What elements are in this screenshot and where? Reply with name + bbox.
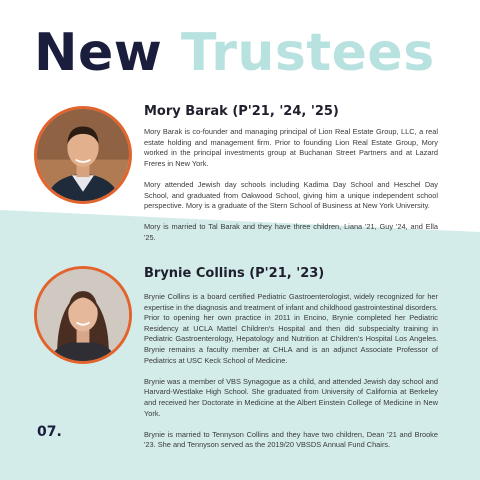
trustee-bio — [144, 127, 438, 254]
bio-paragraph: Brynie was a member of VBS Synagogue as a child, and attended Jewish day school and Harvard-Westlake High School. She graduated from University of California at Berkeley and received her Doctorate in Medicine at the Albert Einstein College of Medicine in New York. — [144, 376, 438, 418]
trustee-name: Brynie Collins (P'21, '23) — [144, 266, 325, 281]
trustee-photo-mory — [34, 106, 132, 204]
title-word-new: New — [34, 23, 163, 83]
trustee-photo-brynie — [34, 266, 132, 364]
bio-paragraph: Brynie Collins is a board certified Pediatric Gastroenterologist, widely recognized for her expertise in the diagnosis and treatment of infant and childhood gastrointestinal disorders. Prior to opening her own practice in 2011 in Encino, Brynie completed her Pediatric Residency at UCLA Mattel Children's Hospital and then did subspecialty training in Pediatric Gastroenterology, Hepatology and Nutrition at Children's Hospital Los Angeles. Brynie remains a faculty member at CHLA and is an adjunct Associate Professor of Pediatrics at USC Keck School of Medicine. — [144, 292, 438, 365]
portrait-woman-icon — [37, 269, 129, 361]
page-number: 07. — [37, 424, 62, 440]
trustee-name: Mory Barak (P'21, '24, '25) — [144, 104, 339, 119]
page-title — [34, 22, 435, 84]
title-word-trustees: Trustees — [180, 23, 435, 83]
trustee-bio — [144, 292, 438, 462]
bio-paragraph: Brynie is married to Tennyson Collins and they have two children, Dean '21 and Brooke '23. She and Tennyson served as the 2019/20 VBSDS Annual Fund Chairs. — [144, 429, 438, 450]
bio-paragraph: Mory is married to Tal Barak and they have three children, Liana '21, Guy '24, and Ella '25. — [144, 222, 438, 242]
bio-paragraph: Mory Barak is co-founder and managing principal of Lion Real Estate Group, LLC, a real estate holding and management firm. Prior to founding Lion Real Estate Group, Mory worked in the principal investments group at Buchanan Street Partners and at Lazard Freres in New York. — [144, 127, 438, 168]
portrait-man-icon — [37, 109, 129, 201]
bio-paragraph: Mory attended Jewish day schools including Kadima Day School and Heschel Day School, and graduated from Oakwood School, giving him a unique independent school perspective. Mory is a graduate of the Stern School of Business at New York University. — [144, 179, 438, 211]
